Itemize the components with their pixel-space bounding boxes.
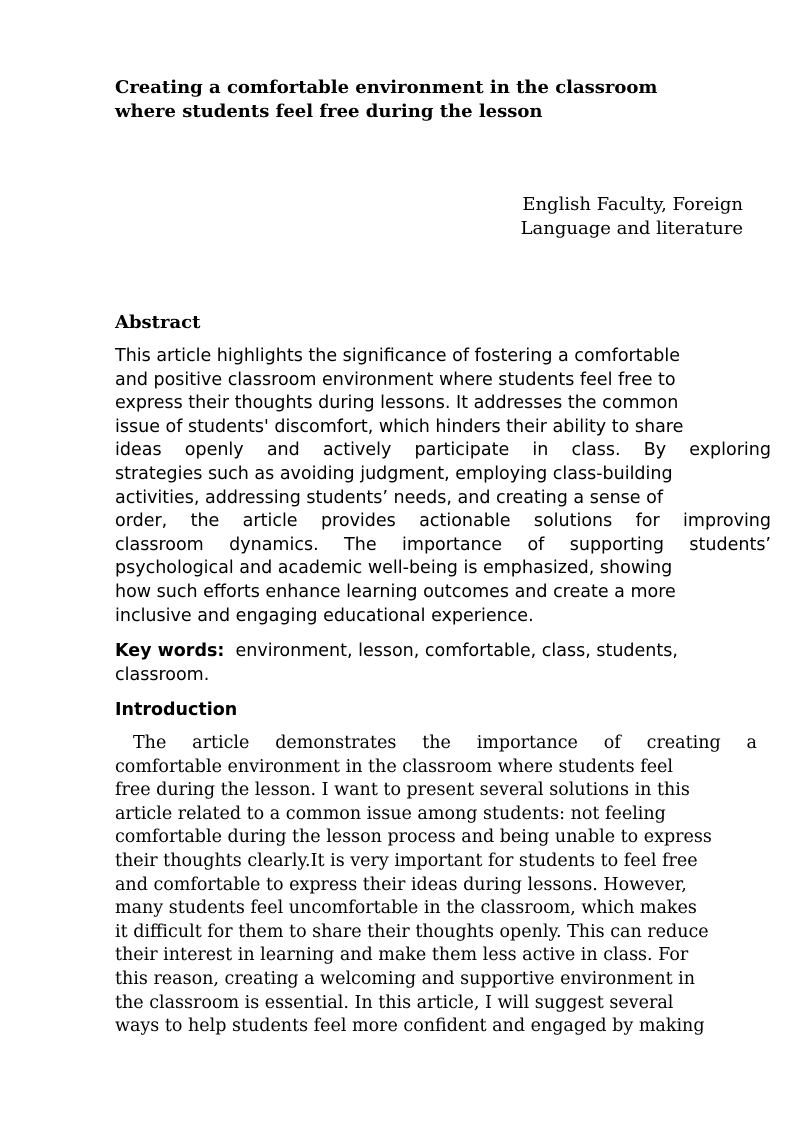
abstract-line: psychological and academic well-being is emphasized, showing [115,558,673,579]
abstract-line: issue of students' discomfort, which hinders their ability to share [115,416,684,437]
introduction-line: the classroom is essential. In this article, I will suggest several [115,992,674,1013]
introduction-line: article related to a common issue among students: not feeling [115,803,666,824]
abstract-text [115,345,771,628]
introduction-line: their interest in learning and make them less active in class. For [115,945,689,966]
introduction-line: comfortable environment in the classroom where students feel [115,756,674,777]
introduction-line: and comfortable to express their ideas during lessons. However, [115,874,687,895]
abstract-line: This article highlights the significance of fostering a comfortable [115,346,681,366]
abstract-line: inclusive and engaging educational experience. [115,605,534,626]
abstract-line: activities, addressing students’ needs, and creating a sense of [115,487,663,508]
abstract-line: express their thoughts during lessons. It addresses the common [115,393,679,414]
author-affiliation: English Faculty, Foreign Language and literature [520,194,743,239]
keywords [115,640,755,687]
introduction-heading: Introduction [115,700,238,720]
keywords-label: Key words: [115,641,225,661]
abstract-line: and positive classroom environment where students feel free to [115,369,676,390]
introduction-line: their thoughts clearly.It is very important for students to feel free [115,850,698,871]
abstract-line: strategies such as avoiding judgment, employing class-building [115,463,673,484]
abstract-line: order, the article provides actionable solutions for improving [115,511,771,532]
paper-title: Creating a comfortable environment in the classroom where students feel free during the lesson [115,77,658,122]
keywords-text: environment, lesson, comfortable, class, students, classroom. [115,641,678,685]
introduction-line: The article demonstrates the importance of creating a [133,733,757,753]
introduction-text [115,732,757,1039]
abstract-heading: Abstract [115,312,201,333]
introduction-line: ways to help students feel more confident and engaged by making [115,1016,705,1037]
introduction-line: many students feel uncomfortable in the classroom, which makes [115,898,697,919]
abstract-line: how such efforts enhance learning outcomes and create a more [115,581,676,602]
introduction-line: this reason, creating a welcoming and supportive environment in [115,968,696,989]
abstract-line: classroom dynamics. The importance of supporting students’ [115,534,771,555]
introduction-line: comfortable during the lesson process and being unable to express [115,827,712,848]
introduction-line: free during the lesson. I want to present several solutions in this [115,780,690,801]
introduction-line: it difficult for them to share their thoughts openly. This can reduce [115,921,709,942]
abstract-line: ideas openly and actively participate in class. By exploring [115,440,771,461]
